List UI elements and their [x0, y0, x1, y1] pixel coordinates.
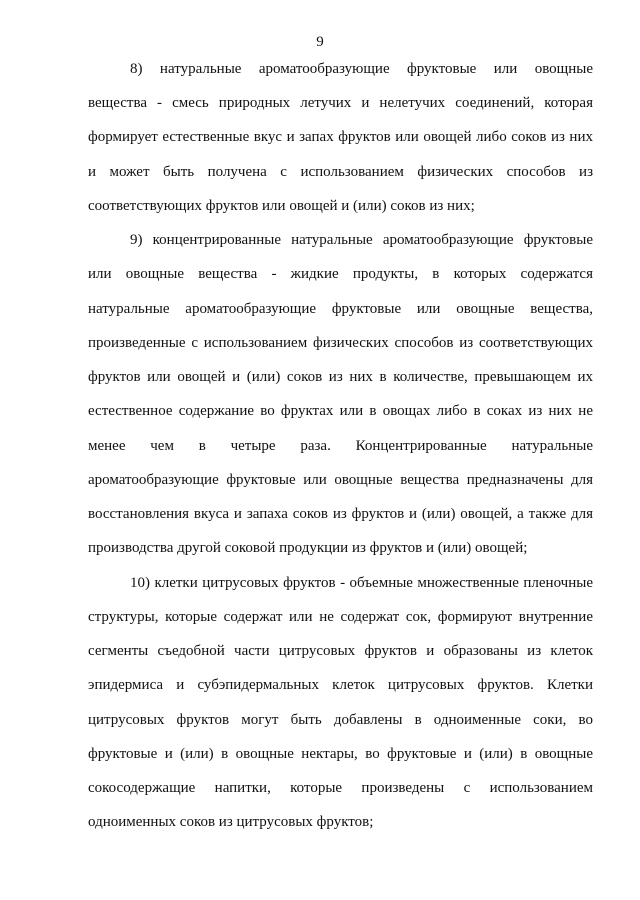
paragraph-9-line: или овощные вещества - жидкие продукты, в которых содержатся [88, 266, 593, 282]
paragraph-10-line: эпидермиса и субэпидермальных клеток цитрусовых фруктов. Клетки [88, 677, 593, 693]
paragraph-9-line: восстановления вкуса и запаха соков из фруктов и (или) овощей, а также для [88, 506, 593, 522]
paragraph-8-line: вещества - смесь природных летучих и нелетучих соединений, которая [88, 95, 593, 111]
paragraph-9-line: натуральные ароматообразующие фруктовые или овощные вещества, [88, 301, 593, 317]
paragraph-10-line: цитрусовых фруктов могут быть добавлены в одноименные соки, во [88, 712, 593, 728]
paragraph-8-line: соответствующих фруктов или овощей и (или) соков из них; [88, 198, 475, 214]
paragraph-9-line: 9) концентрированные натуральные ароматообразующие фруктовые [130, 232, 593, 248]
paragraph-9-line: произведенные с использованием физических способов из соответствующих [88, 335, 593, 351]
paragraph-10-line: сокосодержащие напитки, которые произведены с использованием [88, 780, 593, 796]
paragraph-9-line: менее чем в четыре раза. Концентрированные натуральные [88, 438, 593, 454]
paragraph-9-line: естественное содержание во фруктах или в овощах либо в соках из них не [88, 403, 593, 419]
paragraph-8-line: и может быть получена с использованием физических способов из [88, 164, 593, 180]
paragraph-10-line: структуры, которые содержат или не содержат сок, формируют внутренние [88, 609, 593, 625]
paragraph-9-line: ароматообразующие фруктовые или овощные вещества предназначены для [88, 472, 593, 488]
page-number: 9 [316, 34, 324, 50]
paragraph-10-line: одноименных соков из цитрусовых фруктов; [88, 814, 374, 830]
paragraph-9-line: фруктов или овощей и (или) соков из них в количестве, превышающем их [88, 369, 593, 385]
paragraph-10-line: фруктовые и (или) в овощные нектары, во фруктовые и (или) в овощные [88, 746, 593, 762]
paragraph-8-line: 8) натуральные ароматообразующие фруктовые или овощные [130, 61, 593, 77]
paragraph-10-line: 10) клетки цитрусовых фруктов - объемные множественные пленочные [130, 575, 593, 591]
paragraph-8-line: формирует естественные вкус и запах фруктов или овощей либо соков из них [88, 129, 593, 145]
paragraph-10-line: сегменты съедобной части цитрусовых фруктов и образованы из клеток [88, 643, 593, 659]
paragraph-9-line: производства другой соковой продукции из фруктов и (или) овощей; [88, 540, 528, 556]
